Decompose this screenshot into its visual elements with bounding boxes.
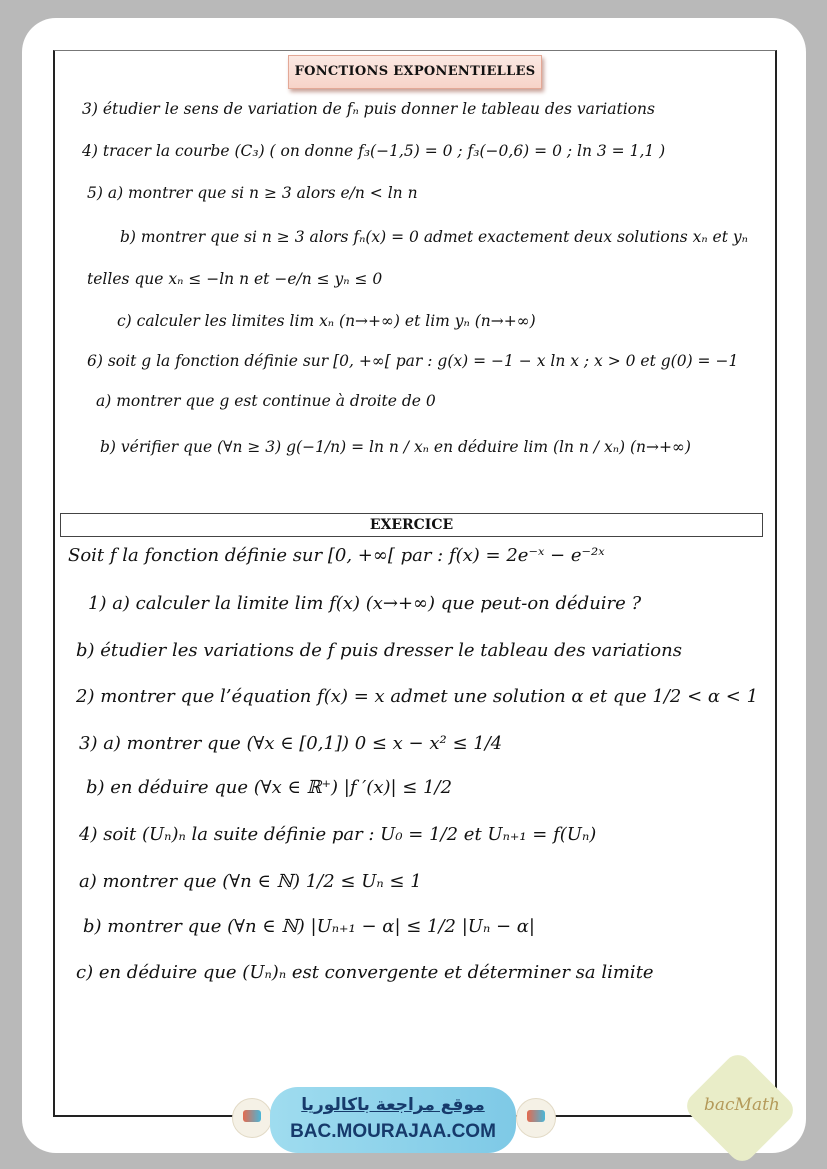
site-name-arabic: موقع مراجعة باكالوريا <box>301 1095 485 1115</box>
question-6: 6) soit g la fonction définie sur [0, +∞[ par : g(x) = −1 − x ln x ; x > 0 et g(0) = −1 <box>87 352 739 370</box>
question-6b: b) vérifier que (∀n ≥ 3) g(−1/n) = ln n / xₙ en déduire lim (ln n / xₙ) (n→+∞) <box>100 438 691 456</box>
content-frame <box>53 50 780 1117</box>
bacmath-logo-text: bacMath <box>704 1095 780 1115</box>
site-badge-right-icon <box>516 1098 556 1138</box>
exercise-q4b: b) montrer que (∀n ∈ ℕ) |Uₙ₊₁ − α| ≤ 1/2 |Uₙ − α| <box>83 916 535 937</box>
question-5a: 5) a) montrer que si n ≥ 3 alors e/n < ln n <box>87 184 418 202</box>
exercise-q3b: b) en déduire que (∀x ∈ ℝ⁺) |f ′(x)| ≤ 1/2 <box>86 777 453 798</box>
exercise-q4c: c) en déduire que (Uₙ)ₙ est convergente et déterminer sa limite <box>76 962 654 983</box>
exercise-q3a: 3) a) montrer que (∀x ∈ [0,1]) 0 ≤ x − x² ≤ 1/4 <box>79 733 503 754</box>
exercise-q2: 2) montrer que l’équation f(x) = x admet une solution α et que 1/2 < α < 1 <box>76 686 759 707</box>
site-logo[interactable] <box>270 1087 516 1153</box>
question-4: 4) tracer la courbe (C₃) ( on donne f₃(−1,5) = 0 ; f₃(−0,6) = 0 ; ln 3 = 1,1 ) <box>82 142 666 160</box>
exercise-intro: Soit f la fonction définie sur [0, +∞[ par : f(x) = 2e⁻ˣ − e⁻²ˣ <box>68 545 605 566</box>
question-6a: a) montrer que g est continue à droite de 0 <box>96 392 436 410</box>
exercise-q4: 4) soit (Uₙ)ₙ la suite définie par : U₀ = 1/2 et Uₙ₊₁ = f(Uₙ) <box>79 824 597 845</box>
exercise-q1b: b) étudier les variations de f puis dresser le tableau des variations <box>76 640 682 661</box>
site-url[interactable]: BAC.MOURAJAA.COM <box>290 1121 496 1142</box>
exercise-q1a: 1) a) calculer la limite lim f(x) (x→+∞) que peut-on déduire ? <box>88 593 642 614</box>
question-3: 3) étudier le sens de variation de fₙ puis donner le tableau des variations <box>82 100 655 118</box>
question-5b: b) montrer que si n ≥ 3 alors fₙ(x) = 0 admet exactement deux solutions xₙ et yₙ <box>120 228 748 246</box>
site-badge-left-icon <box>232 1098 272 1138</box>
question-5c: c) calculer les limites lim xₙ (n→+∞) et lim yₙ (n→+∞) <box>117 312 536 330</box>
exercise-q4a: a) montrer que (∀n ∈ ℕ) 1/2 ≤ Uₙ ≤ 1 <box>79 871 422 892</box>
page-title: FONCTIONS EXPONENTIELLES <box>288 55 542 89</box>
exercise-heading: EXERCICE <box>60 513 763 537</box>
question-5b-cont: telles que xₙ ≤ −ln n et −e/n ≤ yₙ ≤ 0 <box>87 270 383 288</box>
